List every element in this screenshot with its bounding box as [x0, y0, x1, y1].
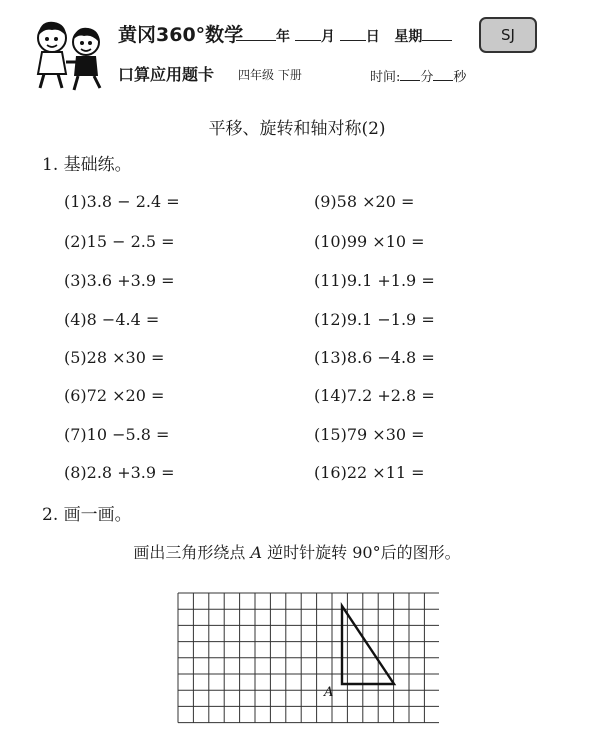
problem-6: (6)72 ×20 =: [64, 386, 165, 405]
drawing-grid[interactable]: [177, 592, 439, 728]
original-triangle: [342, 606, 394, 684]
problem-14: (14)7.2 +2.8 =: [314, 386, 435, 405]
year-blank[interactable]: [236, 27, 276, 41]
weekday-blank[interactable]: [422, 27, 452, 41]
problem-10: (10)99 ×10 =: [314, 232, 425, 251]
problem-5: (5)28 ×30 =: [64, 348, 165, 367]
page-title: 平移、旋转和轴对称(2): [208, 119, 386, 139]
minutes-label: 分: [420, 70, 434, 85]
section-2-heading: 2. 画一画。: [42, 505, 132, 525]
problem-7: (7)10 −5.8 =: [64, 425, 170, 444]
instruction-point-var: A: [250, 543, 263, 562]
problem-4: (4)8 −4.4 =: [64, 310, 160, 329]
problem-2: (2)15 − 2.5 =: [64, 232, 175, 251]
drawing-instruction: [0, 540, 594, 563]
seconds-label: 秒: [453, 70, 467, 85]
problem-12: (12)9.1 −1.9 =: [314, 310, 435, 329]
grid-lines: [178, 593, 439, 723]
grade-label: 四年级 下册: [238, 68, 302, 82]
year-label: 年: [276, 29, 290, 45]
problem-15: (15)79 ×30 =: [314, 425, 425, 444]
grid-canvas[interactable]: [177, 592, 439, 724]
problem-1: (1)3.8 − 2.4 =: [64, 192, 180, 211]
day-blank[interactable]: [340, 27, 366, 41]
section-1-heading: 1. 基础练。: [42, 155, 132, 175]
point-a-label: A: [324, 685, 334, 700]
problem-3: (3)3.6 +3.9 =: [64, 271, 175, 290]
minutes-blank[interactable]: [400, 67, 420, 81]
problem-13: (13)8.6 −4.8 =: [314, 348, 435, 367]
problem-9: (9)58 ×20 =: [314, 192, 415, 211]
seconds-blank[interactable]: [433, 67, 453, 81]
problem-16: (16)22 ×11 =: [314, 463, 425, 482]
time-fields: [370, 66, 466, 85]
instruction-text-pre: 画出三角形绕点: [133, 543, 251, 562]
problem-8: (8)2.8 +3.9 =: [64, 463, 175, 482]
weekday-label: 星期: [394, 29, 423, 45]
code-badge: SJ: [479, 17, 537, 53]
instruction-text-post: 逆时针旋转 90°后的图形。: [262, 543, 461, 562]
time-label: 时间:: [370, 70, 401, 85]
month-label: 月: [320, 29, 335, 45]
date-fields: [236, 26, 452, 46]
children-mascot-logo-icon: [22, 12, 118, 94]
month-blank[interactable]: [295, 27, 321, 41]
brand-title: 黄冈360°数学: [118, 24, 244, 46]
problem-11: (11)9.1 +1.9 =: [314, 271, 435, 290]
day-label: 日: [365, 29, 380, 45]
brand-subtitle: 口算应用题卡: [118, 65, 215, 84]
